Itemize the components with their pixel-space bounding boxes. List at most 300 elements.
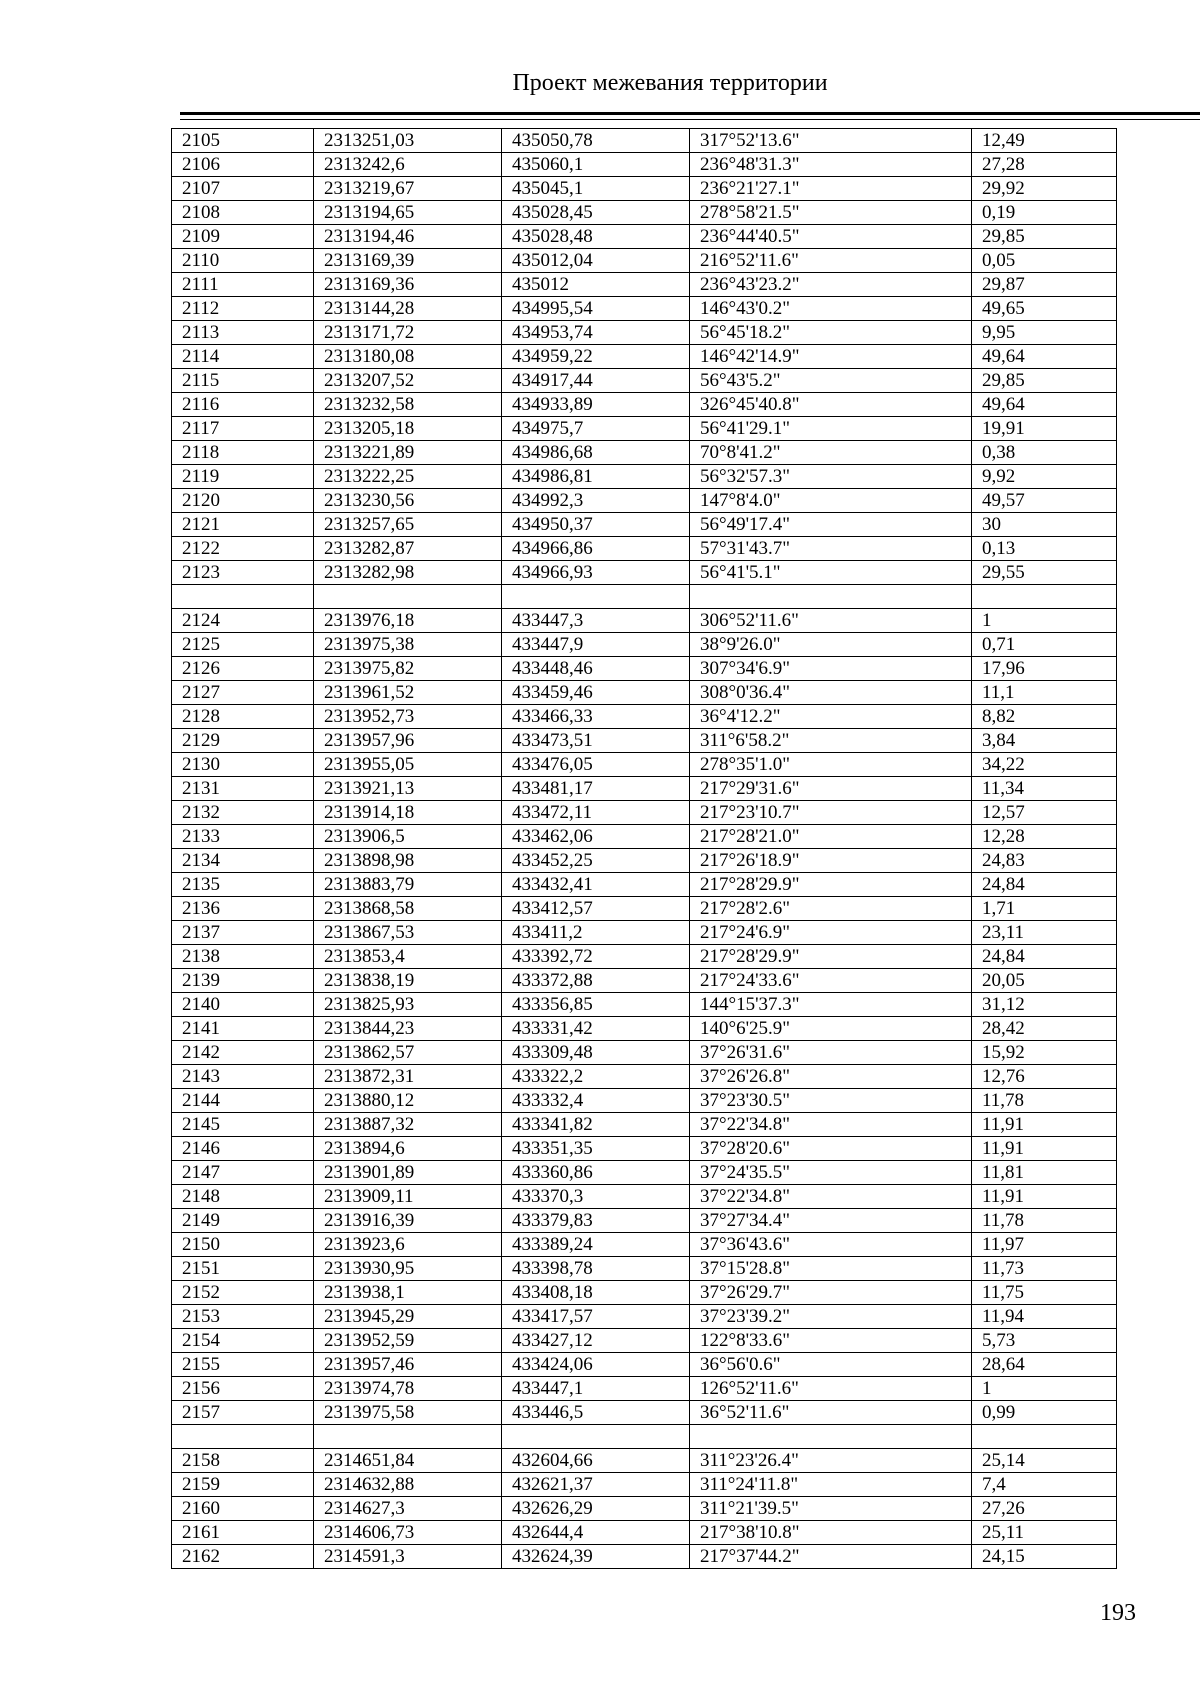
distance-cell: 11,91 bbox=[972, 1137, 1117, 1161]
direction-angle-cell: 311°23'26.4" bbox=[690, 1449, 972, 1473]
x-coordinate-cell: 2313921,13 bbox=[314, 777, 502, 801]
table-row bbox=[172, 1329, 1117, 1353]
y-coordinate-cell: 433432,41 bbox=[502, 873, 690, 897]
distance-cell: 1 bbox=[972, 609, 1117, 633]
y-coordinate-cell: 434986,81 bbox=[502, 465, 690, 489]
table-row bbox=[172, 1161, 1117, 1185]
direction-angle-cell: 122°8'33.6" bbox=[690, 1329, 972, 1353]
x-coordinate-cell: 2313169,39 bbox=[314, 249, 502, 273]
distance-cell: 8,82 bbox=[972, 705, 1117, 729]
direction-angle-cell: 217°26'18.9" bbox=[690, 849, 972, 873]
direction-angle-cell: 236°44'40.5" bbox=[690, 225, 972, 249]
x-coordinate-cell: 2314651,84 bbox=[314, 1449, 502, 1473]
y-coordinate-cell: 433332,4 bbox=[502, 1089, 690, 1113]
y-coordinate-cell: 434966,86 bbox=[502, 537, 690, 561]
y-coordinate-cell: 435012 bbox=[502, 273, 690, 297]
direction-angle-cell: 307°34'6.9" bbox=[690, 657, 972, 681]
distance-cell: 11,73 bbox=[972, 1257, 1117, 1281]
distance-cell: 28,42 bbox=[972, 1017, 1117, 1041]
distance-cell: 11,78 bbox=[972, 1089, 1117, 1113]
distance-cell: 30 bbox=[972, 513, 1117, 537]
y-coordinate-cell: 435060,1 bbox=[502, 153, 690, 177]
direction-angle-cell bbox=[690, 585, 972, 609]
direction-angle-cell: 57°31'43.7" bbox=[690, 537, 972, 561]
point-number-cell: 2112 bbox=[172, 297, 314, 321]
table-row bbox=[172, 633, 1117, 657]
direction-angle-cell: 217°38'10.8" bbox=[690, 1521, 972, 1545]
y-coordinate-cell: 434950,37 bbox=[502, 513, 690, 537]
direction-angle-cell: 217°28'29.9" bbox=[690, 945, 972, 969]
distance-cell: 49,64 bbox=[972, 345, 1117, 369]
x-coordinate-cell: 2313862,57 bbox=[314, 1041, 502, 1065]
y-coordinate-cell: 433459,46 bbox=[502, 681, 690, 705]
y-coordinate-cell: 433341,82 bbox=[502, 1113, 690, 1137]
distance-cell: 29,92 bbox=[972, 177, 1117, 201]
distance-cell: 11,34 bbox=[972, 777, 1117, 801]
y-coordinate-cell: 434986,68 bbox=[502, 441, 690, 465]
y-coordinate-cell: 432626,29 bbox=[502, 1497, 690, 1521]
direction-angle-cell: 37°22'34.8" bbox=[690, 1185, 972, 1209]
y-coordinate-cell: 433411,2 bbox=[502, 921, 690, 945]
direction-angle-cell: 306°52'11.6" bbox=[690, 609, 972, 633]
x-coordinate-cell: 2313952,73 bbox=[314, 705, 502, 729]
point-number-cell: 2161 bbox=[172, 1521, 314, 1545]
direction-angle-cell: 217°28'21.0" bbox=[690, 825, 972, 849]
table-row bbox=[172, 1521, 1117, 1545]
y-coordinate-cell: 434992,3 bbox=[502, 489, 690, 513]
distance-cell: 27,28 bbox=[972, 153, 1117, 177]
y-coordinate-cell: 433424,06 bbox=[502, 1353, 690, 1377]
y-coordinate-cell: 433417,57 bbox=[502, 1305, 690, 1329]
page-number: 193 bbox=[1100, 1600, 1136, 1626]
table-row bbox=[172, 369, 1117, 393]
y-coordinate-cell: 433398,78 bbox=[502, 1257, 690, 1281]
table-row bbox=[172, 1233, 1117, 1257]
direction-angle-cell: 217°23'10.7" bbox=[690, 801, 972, 825]
point-number-cell: 2146 bbox=[172, 1137, 314, 1161]
distance-cell: 17,96 bbox=[972, 657, 1117, 681]
table-row bbox=[172, 1401, 1117, 1425]
y-coordinate-cell: 435050,78 bbox=[502, 129, 690, 153]
distance-cell: 11,81 bbox=[972, 1161, 1117, 1185]
distance-cell: 49,57 bbox=[972, 489, 1117, 513]
x-coordinate-cell: 2313194,65 bbox=[314, 201, 502, 225]
point-number-cell: 2154 bbox=[172, 1329, 314, 1353]
table-row bbox=[172, 393, 1117, 417]
y-coordinate-cell: 433473,51 bbox=[502, 729, 690, 753]
x-coordinate-cell: 2313144,28 bbox=[314, 297, 502, 321]
table-row bbox=[172, 1185, 1117, 1209]
direction-angle-cell: 311°21'39.5" bbox=[690, 1497, 972, 1521]
distance-cell: 49,65 bbox=[972, 297, 1117, 321]
y-coordinate-cell: 435012,04 bbox=[502, 249, 690, 273]
point-number-cell: 2156 bbox=[172, 1377, 314, 1401]
distance-cell: 11,91 bbox=[972, 1113, 1117, 1137]
table-row bbox=[172, 513, 1117, 537]
y-coordinate-cell: 434933,89 bbox=[502, 393, 690, 417]
distance-cell: 12,28 bbox=[972, 825, 1117, 849]
distance-cell: 12,57 bbox=[972, 801, 1117, 825]
direction-angle-cell bbox=[690, 1425, 972, 1449]
table-row bbox=[172, 465, 1117, 489]
table-row bbox=[172, 225, 1117, 249]
x-coordinate-cell: 2313171,72 bbox=[314, 321, 502, 345]
x-coordinate-cell bbox=[314, 585, 502, 609]
direction-angle-cell: 217°28'2.6" bbox=[690, 897, 972, 921]
x-coordinate-cell: 2313825,93 bbox=[314, 993, 502, 1017]
y-coordinate-cell: 435028,45 bbox=[502, 201, 690, 225]
distance-cell: 24,83 bbox=[972, 849, 1117, 873]
y-coordinate-cell: 433447,1 bbox=[502, 1377, 690, 1401]
direction-angle-cell: 217°29'31.6" bbox=[690, 777, 972, 801]
table-row bbox=[172, 489, 1117, 513]
y-coordinate-cell: 433472,11 bbox=[502, 801, 690, 825]
table-row bbox=[172, 273, 1117, 297]
distance-cell bbox=[972, 1425, 1117, 1449]
distance-cell: 1,71 bbox=[972, 897, 1117, 921]
point-number-cell: 2151 bbox=[172, 1257, 314, 1281]
table-row bbox=[172, 345, 1117, 369]
point-number-cell: 2158 bbox=[172, 1449, 314, 1473]
direction-angle-cell: 217°37'44.2" bbox=[690, 1545, 972, 1569]
direction-angle-cell: 146°42'14.9" bbox=[690, 345, 972, 369]
x-coordinate-cell: 2313914,18 bbox=[314, 801, 502, 825]
y-coordinate-cell: 434959,22 bbox=[502, 345, 690, 369]
y-coordinate-cell: 434975,7 bbox=[502, 417, 690, 441]
table-row bbox=[172, 1377, 1117, 1401]
direction-angle-cell: 36°52'11.6" bbox=[690, 1401, 972, 1425]
y-coordinate-cell: 433447,3 bbox=[502, 609, 690, 633]
x-coordinate-cell: 2313901,89 bbox=[314, 1161, 502, 1185]
y-coordinate-cell: 435045,1 bbox=[502, 177, 690, 201]
x-coordinate-cell: 2313975,82 bbox=[314, 657, 502, 681]
y-coordinate-cell bbox=[502, 1425, 690, 1449]
distance-cell: 11,1 bbox=[972, 681, 1117, 705]
x-coordinate-cell: 2313205,18 bbox=[314, 417, 502, 441]
y-coordinate-cell: 433392,72 bbox=[502, 945, 690, 969]
point-number-cell: 2117 bbox=[172, 417, 314, 441]
table-row bbox=[172, 177, 1117, 201]
table-row bbox=[172, 993, 1117, 1017]
direction-angle-cell: 217°28'29.9" bbox=[690, 873, 972, 897]
table-row bbox=[172, 609, 1117, 633]
y-coordinate-cell: 435028,48 bbox=[502, 225, 690, 249]
table-row bbox=[172, 417, 1117, 441]
point-number-cell: 2105 bbox=[172, 129, 314, 153]
distance-cell: 29,85 bbox=[972, 369, 1117, 393]
point-number-cell: 2109 bbox=[172, 225, 314, 249]
y-coordinate-cell: 433448,46 bbox=[502, 657, 690, 681]
table-row bbox=[172, 1137, 1117, 1161]
y-coordinate-cell: 432644,4 bbox=[502, 1521, 690, 1545]
point-number-cell: 2133 bbox=[172, 825, 314, 849]
distance-cell: 29,85 bbox=[972, 225, 1117, 249]
point-number-cell: 2132 bbox=[172, 801, 314, 825]
point-number-cell: 2106 bbox=[172, 153, 314, 177]
table-row bbox=[172, 657, 1117, 681]
distance-cell: 29,87 bbox=[972, 273, 1117, 297]
direction-angle-cell: 236°21'27.1" bbox=[690, 177, 972, 201]
point-number-cell: 2140 bbox=[172, 993, 314, 1017]
y-coordinate-cell: 433466,33 bbox=[502, 705, 690, 729]
distance-cell: 11,91 bbox=[972, 1185, 1117, 1209]
x-coordinate-cell: 2313242,6 bbox=[314, 153, 502, 177]
table-row bbox=[172, 705, 1117, 729]
point-number-cell: 2148 bbox=[172, 1185, 314, 1209]
table-row bbox=[172, 801, 1117, 825]
y-coordinate-cell: 433427,12 bbox=[502, 1329, 690, 1353]
distance-cell: 0,13 bbox=[972, 537, 1117, 561]
distance-cell: 0,05 bbox=[972, 249, 1117, 273]
x-coordinate-cell: 2313219,67 bbox=[314, 177, 502, 201]
distance-cell: 0,99 bbox=[972, 1401, 1117, 1425]
table-row bbox=[172, 897, 1117, 921]
direction-angle-cell: 56°32'57.3" bbox=[690, 465, 972, 489]
point-number-cell: 2141 bbox=[172, 1017, 314, 1041]
direction-angle-cell: 217°24'6.9" bbox=[690, 921, 972, 945]
table-row bbox=[172, 753, 1117, 777]
direction-angle-cell: 308°0'36.4" bbox=[690, 681, 972, 705]
direction-angle-cell: 56°49'17.4" bbox=[690, 513, 972, 537]
y-coordinate-cell: 433322,2 bbox=[502, 1065, 690, 1089]
x-coordinate-cell: 2313976,18 bbox=[314, 609, 502, 633]
direction-angle-cell: 216°52'11.6" bbox=[690, 249, 972, 273]
direction-angle-cell: 311°6'58.2" bbox=[690, 729, 972, 753]
x-coordinate-cell: 2313916,39 bbox=[314, 1209, 502, 1233]
direction-angle-cell: 38°9'26.0" bbox=[690, 633, 972, 657]
distance-cell: 19,91 bbox=[972, 417, 1117, 441]
point-number-cell bbox=[172, 1425, 314, 1449]
point-number-cell: 2150 bbox=[172, 1233, 314, 1257]
x-coordinate-cell: 2313974,78 bbox=[314, 1377, 502, 1401]
point-number-cell: 2123 bbox=[172, 561, 314, 585]
table-row bbox=[172, 1545, 1117, 1569]
point-number-cell: 2137 bbox=[172, 921, 314, 945]
y-coordinate-cell: 433331,42 bbox=[502, 1017, 690, 1041]
direction-angle-cell: 311°24'11.8" bbox=[690, 1473, 972, 1497]
x-coordinate-cell: 2313880,12 bbox=[314, 1089, 502, 1113]
direction-angle-cell: 146°43'0.2" bbox=[690, 297, 972, 321]
x-coordinate-cell: 2313883,79 bbox=[314, 873, 502, 897]
direction-angle-cell: 278°58'21.5" bbox=[690, 201, 972, 225]
y-coordinate-cell: 433476,05 bbox=[502, 753, 690, 777]
x-coordinate-cell: 2313872,31 bbox=[314, 1065, 502, 1089]
point-number-cell: 2127 bbox=[172, 681, 314, 705]
direction-angle-cell: 147°8'4.0" bbox=[690, 489, 972, 513]
point-number-cell: 2131 bbox=[172, 777, 314, 801]
point-number-cell: 2162 bbox=[172, 1545, 314, 1569]
x-coordinate-cell: 2313230,56 bbox=[314, 489, 502, 513]
x-coordinate-cell: 2313257,65 bbox=[314, 513, 502, 537]
distance-cell: 29,55 bbox=[972, 561, 1117, 585]
point-number-cell: 2143 bbox=[172, 1065, 314, 1089]
point-number-cell: 2149 bbox=[172, 1209, 314, 1233]
x-coordinate-cell: 2313867,53 bbox=[314, 921, 502, 945]
distance-cell: 3,84 bbox=[972, 729, 1117, 753]
distance-cell bbox=[972, 585, 1117, 609]
point-number-cell: 2159 bbox=[172, 1473, 314, 1497]
y-coordinate-cell bbox=[502, 585, 690, 609]
distance-cell: 25,14 bbox=[972, 1449, 1117, 1473]
x-coordinate-cell: 2313975,38 bbox=[314, 633, 502, 657]
direction-angle-cell: 37°22'34.8" bbox=[690, 1113, 972, 1137]
direction-angle-cell: 36°4'12.2" bbox=[690, 705, 972, 729]
x-coordinate-cell: 2314627,3 bbox=[314, 1497, 502, 1521]
table-row bbox=[172, 1041, 1117, 1065]
y-coordinate-cell: 432624,39 bbox=[502, 1545, 690, 1569]
x-coordinate-cell: 2313894,6 bbox=[314, 1137, 502, 1161]
table-row bbox=[172, 249, 1117, 273]
point-number-cell bbox=[172, 585, 314, 609]
point-number-cell: 2129 bbox=[172, 729, 314, 753]
distance-cell: 24,84 bbox=[972, 945, 1117, 969]
direction-angle-cell: 236°43'23.2" bbox=[690, 273, 972, 297]
distance-cell: 9,95 bbox=[972, 321, 1117, 345]
direction-angle-cell: 37°26'31.6" bbox=[690, 1041, 972, 1065]
y-coordinate-cell: 433360,86 bbox=[502, 1161, 690, 1185]
point-number-cell: 2144 bbox=[172, 1089, 314, 1113]
x-coordinate-cell: 2313955,05 bbox=[314, 753, 502, 777]
point-number-cell: 2124 bbox=[172, 609, 314, 633]
point-number-cell: 2139 bbox=[172, 969, 314, 993]
direction-angle-cell: 140°6'25.9" bbox=[690, 1017, 972, 1041]
direction-angle-cell: 236°48'31.3" bbox=[690, 153, 972, 177]
distance-cell: 1 bbox=[972, 1377, 1117, 1401]
x-coordinate-cell: 2313898,98 bbox=[314, 849, 502, 873]
x-coordinate-cell: 2313887,32 bbox=[314, 1113, 502, 1137]
table-row bbox=[172, 777, 1117, 801]
point-number-cell: 2155 bbox=[172, 1353, 314, 1377]
direction-angle-cell: 217°24'33.6" bbox=[690, 969, 972, 993]
y-coordinate-cell: 433412,57 bbox=[502, 897, 690, 921]
table-separator-row bbox=[172, 1425, 1117, 1449]
x-coordinate-cell: 2313844,23 bbox=[314, 1017, 502, 1041]
point-number-cell: 2121 bbox=[172, 513, 314, 537]
direction-angle-cell: 37°26'26.8" bbox=[690, 1065, 972, 1089]
x-coordinate-cell: 2314606,73 bbox=[314, 1521, 502, 1545]
table-row bbox=[172, 945, 1117, 969]
distance-cell: 0,38 bbox=[972, 441, 1117, 465]
table-row bbox=[172, 1065, 1117, 1089]
distance-cell: 49,64 bbox=[972, 393, 1117, 417]
table-row bbox=[172, 201, 1117, 225]
y-coordinate-cell: 434917,44 bbox=[502, 369, 690, 393]
table-row bbox=[172, 1281, 1117, 1305]
direction-angle-cell: 37°27'34.4" bbox=[690, 1209, 972, 1233]
y-coordinate-cell: 433408,18 bbox=[502, 1281, 690, 1305]
x-coordinate-cell: 2313975,58 bbox=[314, 1401, 502, 1425]
x-coordinate-cell: 2313169,36 bbox=[314, 273, 502, 297]
direction-angle-cell: 56°45'18.2" bbox=[690, 321, 972, 345]
distance-cell: 12,49 bbox=[972, 129, 1117, 153]
direction-angle-cell: 56°41'5.1" bbox=[690, 561, 972, 585]
table-row bbox=[172, 1305, 1117, 1329]
point-number-cell: 2152 bbox=[172, 1281, 314, 1305]
distance-cell: 11,94 bbox=[972, 1305, 1117, 1329]
coordinates-table bbox=[171, 128, 1117, 1569]
direction-angle-cell: 144°15'37.3" bbox=[690, 993, 972, 1017]
y-coordinate-cell: 433356,85 bbox=[502, 993, 690, 1017]
table-row bbox=[172, 321, 1117, 345]
coordinates-table-body bbox=[172, 129, 1117, 1569]
table-row bbox=[172, 153, 1117, 177]
x-coordinate-cell: 2313938,1 bbox=[314, 1281, 502, 1305]
distance-cell: 5,73 bbox=[972, 1329, 1117, 1353]
table-row bbox=[172, 1257, 1117, 1281]
table-row bbox=[172, 1473, 1117, 1497]
table-row bbox=[172, 1449, 1117, 1473]
point-number-cell: 2147 bbox=[172, 1161, 314, 1185]
y-coordinate-cell: 433370,3 bbox=[502, 1185, 690, 1209]
y-coordinate-cell: 433462,06 bbox=[502, 825, 690, 849]
distance-cell: 7,4 bbox=[972, 1473, 1117, 1497]
x-coordinate-cell: 2313909,11 bbox=[314, 1185, 502, 1209]
y-coordinate-cell: 432621,37 bbox=[502, 1473, 690, 1497]
distance-cell: 24,15 bbox=[972, 1545, 1117, 1569]
point-number-cell: 2157 bbox=[172, 1401, 314, 1425]
page-header-title: Проект межевания территории bbox=[512, 70, 828, 96]
point-number-cell: 2135 bbox=[172, 873, 314, 897]
direction-angle-cell: 37°15'28.8" bbox=[690, 1257, 972, 1281]
distance-cell: 23,11 bbox=[972, 921, 1117, 945]
header-rule-thick bbox=[180, 112, 1200, 115]
table-row bbox=[172, 1497, 1117, 1521]
distance-cell: 11,75 bbox=[972, 1281, 1117, 1305]
direction-angle-cell: 326°45'40.8" bbox=[690, 393, 972, 417]
point-number-cell: 2136 bbox=[172, 897, 314, 921]
y-coordinate-cell: 433379,83 bbox=[502, 1209, 690, 1233]
x-coordinate-cell: 2314591,3 bbox=[314, 1545, 502, 1569]
x-coordinate-cell: 2313282,87 bbox=[314, 537, 502, 561]
point-number-cell: 2110 bbox=[172, 249, 314, 273]
y-coordinate-cell: 433372,88 bbox=[502, 969, 690, 993]
direction-angle-cell: 278°35'1.0" bbox=[690, 753, 972, 777]
direction-angle-cell: 37°23'39.2" bbox=[690, 1305, 972, 1329]
y-coordinate-cell: 433309,48 bbox=[502, 1041, 690, 1065]
direction-angle-cell: 37°36'43.6" bbox=[690, 1233, 972, 1257]
distance-cell: 28,64 bbox=[972, 1353, 1117, 1377]
point-number-cell: 2119 bbox=[172, 465, 314, 489]
direction-angle-cell: 56°43'5.2" bbox=[690, 369, 972, 393]
y-coordinate-cell: 433452,25 bbox=[502, 849, 690, 873]
point-number-cell: 2114 bbox=[172, 345, 314, 369]
distance-cell: 15,92 bbox=[972, 1041, 1117, 1065]
direction-angle-cell: 36°56'0.6" bbox=[690, 1353, 972, 1377]
x-coordinate-cell: 2313251,03 bbox=[314, 129, 502, 153]
table-row bbox=[172, 1089, 1117, 1113]
table-row bbox=[172, 729, 1117, 753]
distance-cell: 31,12 bbox=[972, 993, 1117, 1017]
table-row bbox=[172, 297, 1117, 321]
table-row bbox=[172, 969, 1117, 993]
point-number-cell: 2138 bbox=[172, 945, 314, 969]
point-number-cell: 2118 bbox=[172, 441, 314, 465]
point-number-cell: 2125 bbox=[172, 633, 314, 657]
table-row bbox=[172, 129, 1117, 153]
x-coordinate-cell: 2313906,5 bbox=[314, 825, 502, 849]
y-coordinate-cell: 433351,35 bbox=[502, 1137, 690, 1161]
table-row bbox=[172, 561, 1117, 585]
x-coordinate-cell: 2313957,46 bbox=[314, 1353, 502, 1377]
y-coordinate-cell: 434966,93 bbox=[502, 561, 690, 585]
x-coordinate-cell: 2313221,89 bbox=[314, 441, 502, 465]
y-coordinate-cell: 433481,17 bbox=[502, 777, 690, 801]
distance-cell: 27,26 bbox=[972, 1497, 1117, 1521]
point-number-cell: 2134 bbox=[172, 849, 314, 873]
x-coordinate-cell: 2314632,88 bbox=[314, 1473, 502, 1497]
point-number-cell: 2120 bbox=[172, 489, 314, 513]
direction-angle-cell: 317°52'13.6" bbox=[690, 129, 972, 153]
